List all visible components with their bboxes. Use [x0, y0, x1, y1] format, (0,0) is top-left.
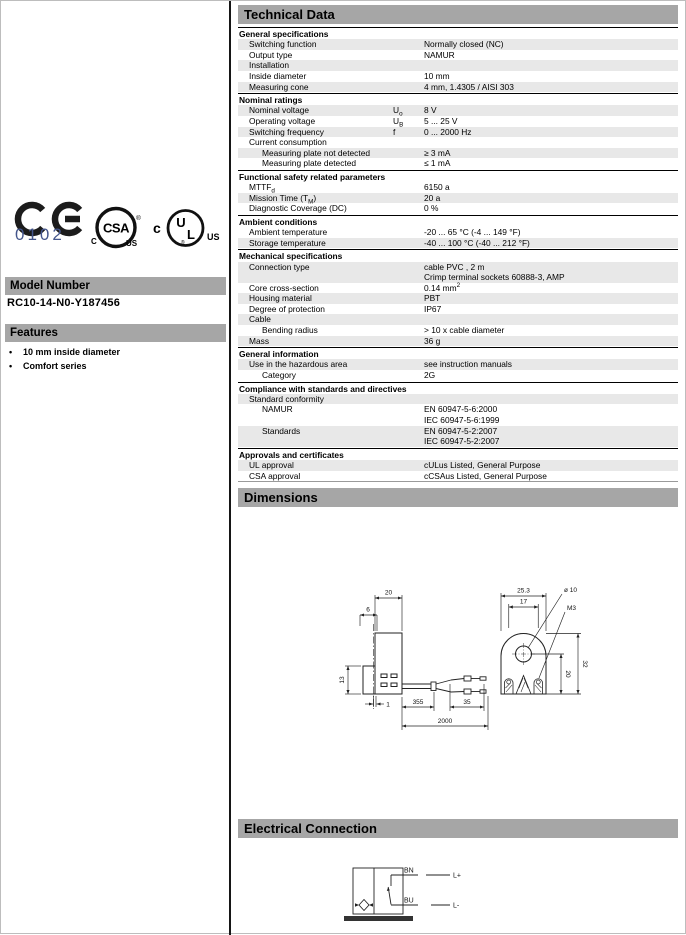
- spec-label: Cable: [249, 314, 271, 325]
- dim-thread: M3: [567, 605, 577, 612]
- feature-item: [9, 359, 120, 373]
- spec-label: Housing material: [249, 293, 312, 304]
- spec-row: [238, 370, 678, 381]
- ul-u-letter: U: [176, 215, 186, 230]
- spec-symbol: [393, 50, 424, 61]
- spec-symbol: [393, 182, 424, 193]
- spec-row: [238, 148, 678, 159]
- wire-label-bu: BU: [404, 897, 414, 905]
- terminal-label-lminus: L-: [453, 902, 460, 910]
- spec-symbol: [393, 471, 424, 482]
- spec-symbol: $U_B$: [393, 115, 404, 129]
- spec-row: [238, 137, 678, 148]
- wire-label-bn: BN: [404, 867, 414, 875]
- spec-row: [238, 314, 678, 325]
- spec-value: cULus Listed, General Purpose: [424, 460, 541, 471]
- spec-row: [238, 238, 678, 249]
- spec-value: cable PVC , 2 m Crimp terminal sockets 60888-3, AMP: [424, 261, 565, 283]
- feature-text: Comfort series: [23, 361, 87, 371]
- dimensions-header: Dimensions: [238, 488, 678, 507]
- cable-with-terminals: [402, 676, 486, 694]
- spec-row: [238, 293, 678, 304]
- spec-symbol: [393, 325, 424, 336]
- spec-row: [238, 426, 678, 447]
- column-divider: [229, 1, 231, 935]
- spec-row: [238, 158, 678, 169]
- spec-symbol: [393, 426, 424, 447]
- csa-us-label: US: [126, 239, 138, 248]
- dim-hole-diameter: ø 10: [564, 587, 578, 594]
- dim-inner-width: 17: [519, 598, 528, 606]
- ul-us-label: US: [207, 232, 220, 242]
- spec-symbol: $U_o$: [393, 105, 403, 119]
- spec-symbol: [393, 158, 424, 169]
- spec-symbol: [393, 460, 424, 471]
- spec-label: UL approval: [249, 460, 294, 471]
- spec-label: Inside diameter: [249, 70, 307, 81]
- spec-label: Switching frequency: [249, 126, 324, 137]
- spec-value: > 10 x cable diameter: [424, 325, 505, 336]
- spec-label: Category: [262, 370, 296, 381]
- dim-hole-height: 20: [564, 670, 571, 678]
- spec-symbol: [393, 283, 424, 294]
- spec-symbol: [393, 404, 424, 425]
- spec-row: [238, 182, 678, 193]
- spec-value: [424, 394, 678, 405]
- spec-value: [424, 314, 678, 325]
- csa-mark-icon: [89, 203, 145, 255]
- spec-value: 0 ... 2000 Hz: [424, 126, 472, 137]
- ul-c-label: c: [153, 220, 161, 236]
- dim-gap: 1: [386, 701, 390, 709]
- spec-symbol: [393, 60, 424, 71]
- spec-symbol: [393, 193, 424, 204]
- dimension-labels: [339, 587, 588, 725]
- spec-symbol: [393, 262, 424, 283]
- spec-value: 20 a: [424, 192, 441, 203]
- spec-label: Degree of protection: [249, 303, 325, 314]
- spec-value: PBT: [424, 293, 441, 304]
- spec-row: [238, 203, 678, 214]
- spec-label: Nominal voltage: [249, 105, 310, 116]
- spec-value: see instruction manuals: [424, 359, 512, 370]
- spec-label: Current consumption: [249, 137, 327, 148]
- spec-row: [238, 127, 678, 138]
- section-header: Mechanical specifications: [238, 249, 678, 261]
- technical-data-table: [238, 26, 678, 482]
- spec-label: Measuring plate detected: [262, 158, 357, 169]
- dim-cable-1: 355: [412, 699, 424, 706]
- spec-value: 8 V: [424, 105, 437, 116]
- section-header: General specifications: [238, 27, 678, 39]
- spec-label: Core cross-section: [249, 282, 319, 293]
- spec-symbol: [393, 148, 424, 159]
- features-list: [9, 345, 120, 373]
- section-header: Approvals and certificates: [238, 448, 678, 460]
- spec-value: 2G: [424, 370, 436, 381]
- spec-value: [424, 137, 678, 148]
- section-header: Nominal ratings: [238, 93, 678, 105]
- spec-value: IP67: [424, 303, 442, 314]
- spec-value: Normally closed (NC): [424, 39, 504, 50]
- spec-label: NAMUR: [262, 404, 293, 415]
- model-number-value: RC10-14-N0-Y187456: [7, 297, 121, 309]
- dim-front-width: 25.3: [517, 587, 530, 595]
- spec-value: cCSAus Listed, General Purpose: [424, 470, 547, 481]
- spec-label: Ambient temperature: [249, 227, 328, 238]
- bullet-icon: •: [9, 361, 13, 371]
- spec-label: Standard conformity: [249, 393, 324, 404]
- section-header: General information: [238, 347, 678, 359]
- spec-label: Output type: [249, 49, 293, 60]
- spec-symbol: [393, 71, 424, 82]
- features-header: Features: [5, 324, 226, 342]
- spec-row: [238, 471, 678, 482]
- spec-symbol: [393, 203, 424, 214]
- spec-row: [238, 359, 678, 370]
- dimension-drawing: [331, 576, 616, 771]
- dim-cable-total: 2000: [437, 718, 453, 725]
- spec-label: Measuring cone: [249, 81, 309, 92]
- spec-symbol: [393, 39, 424, 50]
- switch-arrow-icon: [387, 887, 390, 891]
- spec-symbol: f: [393, 126, 396, 137]
- spec-value: EN 60947-5-2:2007 IEC 60947-5-2:2007: [424, 425, 500, 447]
- spec-row: [238, 336, 678, 347]
- spec-label: Storage temperature: [249, 237, 326, 248]
- spec-value: -20 ... 65 °C (-4 ... 149 °F): [424, 227, 521, 238]
- spec-row: [238, 60, 678, 71]
- spec-value: -40 ... 100 °C (-40 ... 212 °F): [424, 237, 530, 248]
- spec-label: CSA approval: [249, 470, 301, 481]
- dim-offset: 6: [366, 606, 370, 614]
- spec-value: ≤ 1 mA: [424, 158, 451, 169]
- spec-symbol: [393, 336, 424, 347]
- section-header: Ambient conditions: [238, 215, 678, 227]
- spec-row: [238, 304, 678, 315]
- ce-notified-body-number: 0102: [15, 225, 65, 244]
- spec-row: [238, 71, 678, 82]
- spec-symbol: [393, 314, 424, 325]
- spec-symbol: [393, 394, 424, 405]
- spec-value: 4 mm, 1.4305 / AISI 303: [424, 81, 514, 92]
- spec-label: Mass: [249, 335, 270, 346]
- spec-row: [238, 283, 678, 294]
- feature-item: [9, 345, 120, 359]
- cul-us-mark-icon: [147, 201, 227, 253]
- spec-value: 0.14 $mm^2$: [424, 281, 461, 293]
- spec-row: [238, 116, 678, 127]
- spec-row: [238, 50, 678, 61]
- spec-row: [238, 325, 678, 336]
- ul-l-letter: L: [187, 227, 195, 242]
- spec-label: Installation: [249, 60, 290, 71]
- spec-value: 36 g: [424, 335, 441, 346]
- spec-label: Operating voltage: [249, 115, 316, 126]
- bullet-icon: •: [9, 347, 13, 357]
- spec-symbol: [393, 137, 424, 148]
- feature-text: 10 mm inside diameter: [23, 347, 121, 357]
- spec-symbol: [393, 293, 424, 304]
- spec-label: $MTTF_d$: [249, 182, 275, 195]
- spec-symbol: [393, 82, 424, 93]
- spec-label: Bending radius: [262, 325, 318, 336]
- spec-label: Standards: [262, 425, 301, 436]
- spec-value: [424, 60, 678, 71]
- spec-row: [238, 404, 678, 425]
- spec-value: 6150 a: [424, 182, 450, 193]
- spec-label: Diagnostic Coverage (DC): [249, 203, 347, 214]
- dim-front-height: 32: [581, 660, 588, 668]
- terminal-label-lplus: L+: [453, 872, 461, 880]
- dim-cable-2: 35: [463, 699, 471, 706]
- spec-value: EN 60947-5-6:2000 IEC 60947-5-6:1999: [424, 404, 500, 426]
- spec-row: [238, 460, 678, 471]
- spec-symbol: [393, 227, 424, 238]
- csa-monogram: CSA: [103, 220, 129, 236]
- model-number-header: Model Number: [5, 277, 226, 295]
- spec-value: ≥ 3 mA: [424, 147, 451, 158]
- spec-symbol: [393, 370, 424, 381]
- spec-value: 5 ... 25 V: [424, 115, 458, 126]
- spec-label: Switching function: [249, 39, 317, 50]
- dim-body-height: 13: [339, 676, 346, 684]
- spec-row: [238, 39, 678, 50]
- spec-value: 0 %: [424, 203, 439, 214]
- spec-label: Measuring plate not detected: [262, 147, 371, 158]
- spec-row: [238, 227, 678, 238]
- spec-row: [238, 82, 678, 93]
- registered-symbol: ®: [181, 240, 185, 246]
- csa-c-label: C: [91, 237, 97, 246]
- spec-label: Use in the hazardous area: [249, 359, 348, 370]
- spec-symbol: [393, 359, 424, 370]
- spec-value: 10 mm: [424, 70, 450, 81]
- spec-row: [238, 193, 678, 204]
- section-header: Functional safety related parameters: [238, 170, 678, 182]
- sensor-front-view: [501, 634, 546, 694]
- dim-body-width: 20: [384, 589, 393, 597]
- spec-value: NAMUR: [424, 49, 455, 60]
- spec-row: [238, 394, 678, 405]
- spec-label: Mission Time $(T_M)$: [249, 192, 317, 206]
- registered-symbol: ®: [136, 215, 141, 222]
- electrical-connection-header: Electrical Connection: [238, 819, 678, 838]
- technical-data-header: Technical Data: [238, 5, 678, 24]
- page-cut-strip: [344, 916, 413, 921]
- spec-symbol: [393, 238, 424, 249]
- spec-label: Connection type: [249, 261, 310, 272]
- sensor-side-view: [363, 633, 402, 694]
- spec-symbol: [393, 304, 424, 315]
- sensor-symbol-icon: [359, 900, 369, 911]
- spec-row: [238, 262, 678, 283]
- dimension-lines: [345, 593, 581, 730]
- spec-row: [238, 105, 678, 119]
- section-header: Compliance with standards and directives: [238, 382, 678, 394]
